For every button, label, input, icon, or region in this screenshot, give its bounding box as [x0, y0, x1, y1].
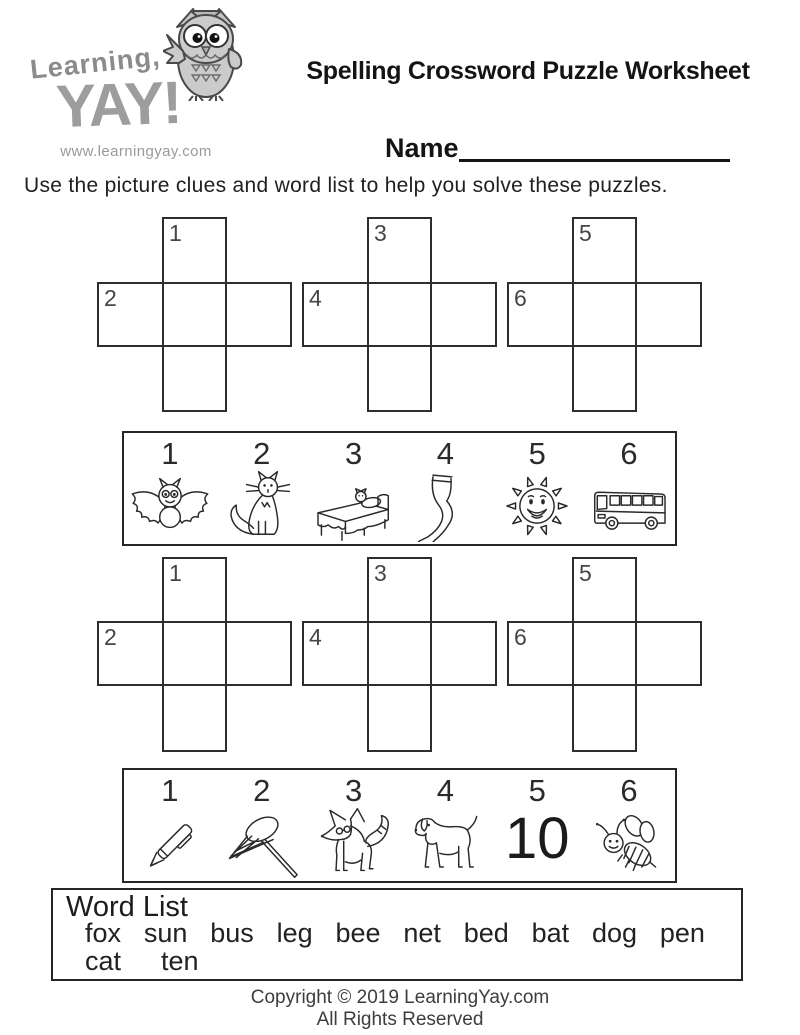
logo-website: www.learningyay.com	[60, 143, 212, 160]
word: bed	[463, 918, 509, 948]
crossword-across-4	[302, 282, 497, 347]
leg-icon	[401, 470, 489, 547]
rights-text: All Rights Reserved	[316, 1009, 484, 1030]
clue-number: 3	[374, 220, 387, 246]
bed-icon	[310, 470, 398, 547]
logo-word-yay: YAY!	[54, 68, 182, 141]
clue-number: 4	[436, 436, 455, 471]
name-row	[385, 134, 730, 162]
clue-number: 4	[309, 624, 322, 650]
name-blank-line	[459, 136, 730, 162]
clue-number: 1	[161, 773, 179, 808]
clue-number: 2	[104, 285, 117, 311]
logo-word-learning: Learning,	[28, 41, 162, 85]
clue-item	[399, 770, 491, 881]
clue-item	[491, 433, 583, 544]
numeral-ten: 10	[504, 806, 570, 871]
word-list-title: Word List	[66, 891, 188, 923]
word: leg	[276, 918, 313, 948]
word: bee	[335, 918, 381, 948]
clue-number: 1	[169, 220, 182, 246]
instruction-text: Use the picture clues and word list to help you solve these puzzles.	[24, 174, 668, 197]
clue-item	[124, 433, 216, 544]
clue-number: 3	[374, 560, 387, 586]
bee-icon	[585, 807, 673, 884]
picture-clue-box-2	[122, 768, 677, 883]
word: dog	[592, 918, 638, 948]
clue-number: 2	[253, 436, 271, 471]
crossword-across-2	[97, 621, 292, 686]
crossword-across-4	[302, 621, 497, 686]
bus-icon	[585, 470, 673, 547]
name-label: Name	[385, 133, 459, 163]
word: bat	[531, 918, 570, 948]
fox-icon	[310, 807, 398, 884]
clue-number: 1	[161, 436, 179, 471]
cat-icon	[218, 470, 306, 547]
clue-item	[399, 433, 491, 544]
word: ten	[161, 946, 199, 976]
bat-icon	[126, 470, 214, 547]
word: bus	[210, 918, 254, 948]
clue-number: 6	[620, 773, 638, 808]
word: sun	[143, 918, 188, 948]
pen-icon	[126, 807, 214, 884]
word-list-row-1	[53, 920, 741, 947]
clue-number: 6	[514, 285, 527, 311]
clue-number: 5	[528, 436, 546, 471]
clue-item	[491, 770, 583, 881]
word: cat	[85, 946, 122, 976]
word: pen	[659, 918, 705, 948]
clue-item	[216, 770, 308, 881]
clue-item	[583, 770, 675, 881]
clue-number: 5	[528, 773, 546, 808]
clue-number: 2	[253, 773, 271, 808]
clue-item	[216, 433, 308, 544]
dog-icon	[401, 807, 489, 884]
picture-clue-box-1	[122, 431, 677, 546]
clue-number: 1	[169, 560, 182, 586]
word: fox	[85, 918, 122, 948]
word-list-box	[51, 888, 743, 981]
owl-icon	[163, 5, 251, 106]
sun-icon	[493, 470, 581, 547]
clue-item	[583, 433, 675, 544]
clue-number: 5	[579, 560, 592, 586]
clue-number: 4	[436, 773, 455, 808]
clue-item	[308, 433, 400, 544]
clue-number: 3	[344, 773, 363, 808]
page-title: Spelling Crossword Puzzle Worksheet	[306, 57, 750, 85]
crossword-across-2	[97, 282, 292, 347]
word-list-row-2	[53, 948, 741, 975]
clue-item	[308, 770, 400, 881]
clue-number: 2	[104, 624, 117, 650]
clue-item	[124, 770, 216, 881]
crossword-across-6	[507, 282, 702, 347]
clue-number: 6	[514, 624, 527, 650]
clue-number: 5	[579, 220, 592, 246]
word: net	[403, 918, 441, 948]
net-icon	[218, 807, 306, 884]
copyright-text: Copyright © 2019 LearningYay.com	[250, 987, 550, 1008]
clue-number: 4	[309, 285, 322, 311]
clue-number: 6	[620, 436, 638, 471]
crossword-across-6	[507, 621, 702, 686]
clue-number: 3	[344, 436, 363, 471]
